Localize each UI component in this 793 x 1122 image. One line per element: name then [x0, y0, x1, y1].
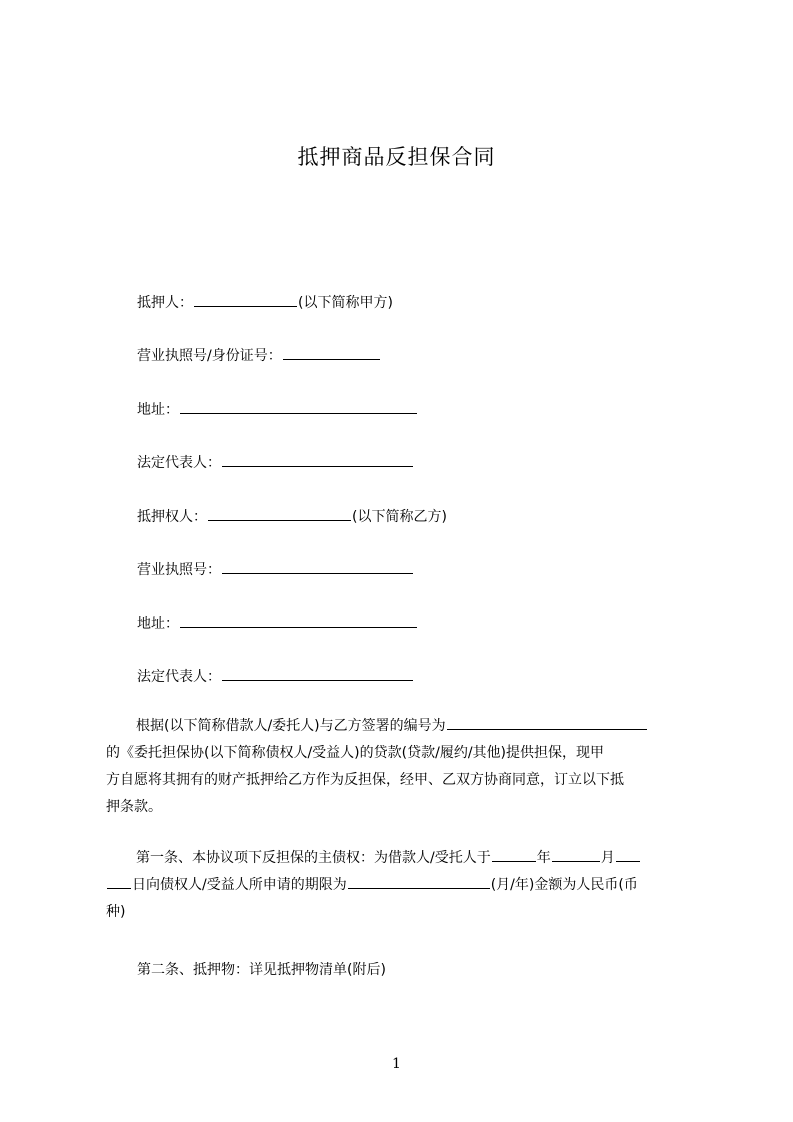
year-blank[interactable]: [492, 847, 536, 862]
intro-paragraph: [106, 713, 700, 821]
address1-blank[interactable]: [180, 399, 417, 414]
mortgagee-blank[interactable]: [208, 506, 351, 521]
mortgagee-note: (以下简称乙方): [352, 509, 447, 525]
day-blank-a[interactable]: [616, 847, 640, 862]
month-blank[interactable]: [552, 847, 600, 862]
address1-line: [137, 399, 418, 420]
intro-line4: 押条款。: [106, 799, 162, 815]
article2: 第二条、抵押物：详见抵押物清单(附后): [137, 962, 386, 978]
license-id-line: [137, 345, 381, 366]
article1-line3: 种): [106, 904, 126, 920]
intro-line1: 根据(以下简称借款人/委托人)与乙方签署的编号为: [136, 718, 446, 734]
rep1-label: 法定代表人：: [137, 455, 221, 471]
rep2-blank[interactable]: [222, 666, 413, 681]
article1-paragraph: [106, 845, 700, 926]
address1-label: 地址：: [137, 402, 179, 418]
article1-line1: 第一条、本协议项下反担保的主债权：为借款人/受托人于: [136, 850, 491, 866]
rep2-line: [137, 666, 414, 687]
term-blank[interactable]: [348, 874, 490, 889]
month-label: 月: [600, 850, 615, 866]
address2-label: 地址：: [137, 616, 179, 632]
rep1-line: [137, 452, 414, 473]
day-blank-b[interactable]: [107, 874, 131, 889]
rep1-blank[interactable]: [222, 452, 413, 467]
year-label: 年: [536, 850, 551, 866]
mortgagor-blank[interactable]: [194, 292, 297, 307]
license-id-label: 营业执照号/身份证号：: [137, 348, 282, 364]
contract-number-blank[interactable]: [447, 715, 647, 730]
license-label: 营业执照号：: [137, 562, 221, 578]
page-number: 1: [392, 1056, 401, 1072]
mortgagee-label: 抵押权人：: [137, 509, 207, 525]
license-line: [137, 559, 414, 580]
document-title: 抵押商品反担保合同: [297, 145, 496, 169]
mortgagee-line: [137, 506, 447, 527]
license-id-blank[interactable]: [283, 345, 380, 360]
article1-line2b: (月/年)金额为人民币(币: [490, 877, 638, 893]
intro-line2: 的《委托担保协(以下简称债权人/受益人)的贷款(贷款/履约/其他)提供担保，现甲: [106, 745, 604, 761]
license-blank[interactable]: [222, 559, 413, 574]
mortgagor-label: 抵押人：: [137, 295, 193, 311]
rep2-label: 法定代表人：: [137, 669, 221, 685]
mortgagor-note: (以下简称甲方): [298, 295, 393, 311]
address2-blank[interactable]: [180, 613, 417, 628]
intro-line3: 方自愿将其拥有的财产抵押给乙方作为反担保，经甲、乙双方协商同意，订立以下抵: [106, 772, 624, 788]
article1-line2a: 日向债权人/受益人所申请的期限为: [132, 877, 347, 893]
mortgagor-line: [137, 292, 393, 313]
address2-line: [137, 613, 418, 634]
